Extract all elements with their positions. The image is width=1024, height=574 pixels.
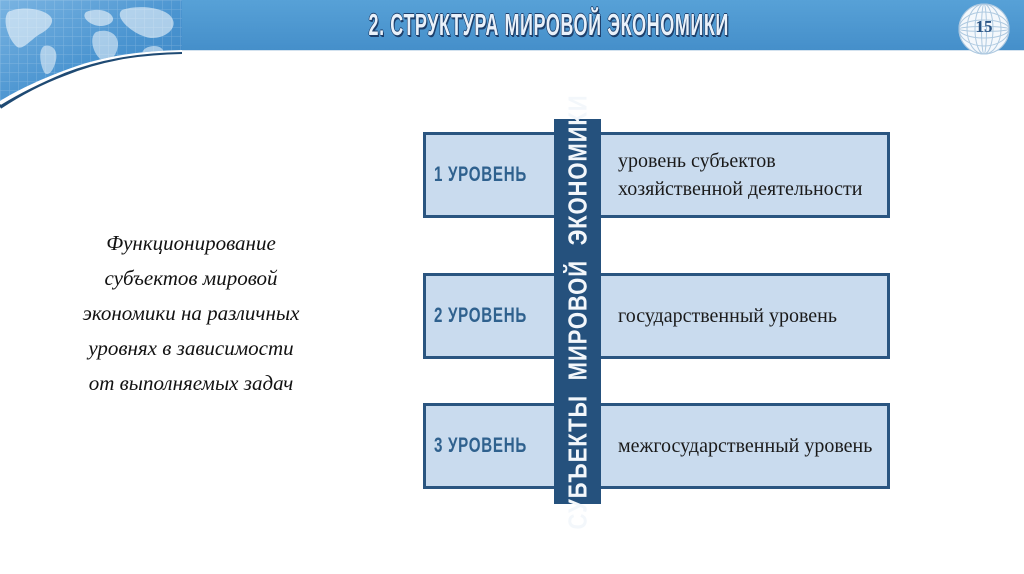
- level-2-description: государственный уровень: [618, 305, 838, 327]
- intro-line: субъектов мировой: [104, 266, 278, 290]
- intro-line: от выполняемых задач: [88, 371, 294, 395]
- level-3-description: межгосударственный уровень: [618, 435, 873, 457]
- intro-line: экономики на различных: [82, 301, 300, 325]
- page-number: 15: [975, 17, 993, 36]
- level-3-label: 3 УРОВЕНЬ: [434, 434, 527, 457]
- globe-page-badge: [957, 2, 1011, 56]
- level-row-1: [423, 132, 890, 218]
- intro-line: Функционирование: [106, 231, 276, 255]
- subjects-vertical-bar: [554, 94, 601, 529]
- intro-paragraph: [36, 226, 346, 401]
- slide-title: 2. СТРУКТУРА МИРОВОЙ ЭКОНОМИКИ: [368, 7, 730, 42]
- level-1-description: уровень субъектов хозяйственной деятельности: [618, 150, 863, 200]
- level-row-3: [423, 403, 890, 489]
- subjects-vertical-bar-label: СУБЪЕКТЫ МИРОВОЙ ЭКОНОМИКИ: [562, 94, 592, 529]
- level-1-label: 1 УРОВЕНЬ: [434, 163, 527, 186]
- world-map-decoration-icon: [0, 0, 182, 112]
- level-2-label: 2 УРОВЕНЬ: [434, 304, 527, 327]
- level-row-2: [423, 273, 890, 359]
- slide-title-wrap: [74, 0, 1024, 50]
- intro-line: уровнях в зависимости: [88, 336, 294, 360]
